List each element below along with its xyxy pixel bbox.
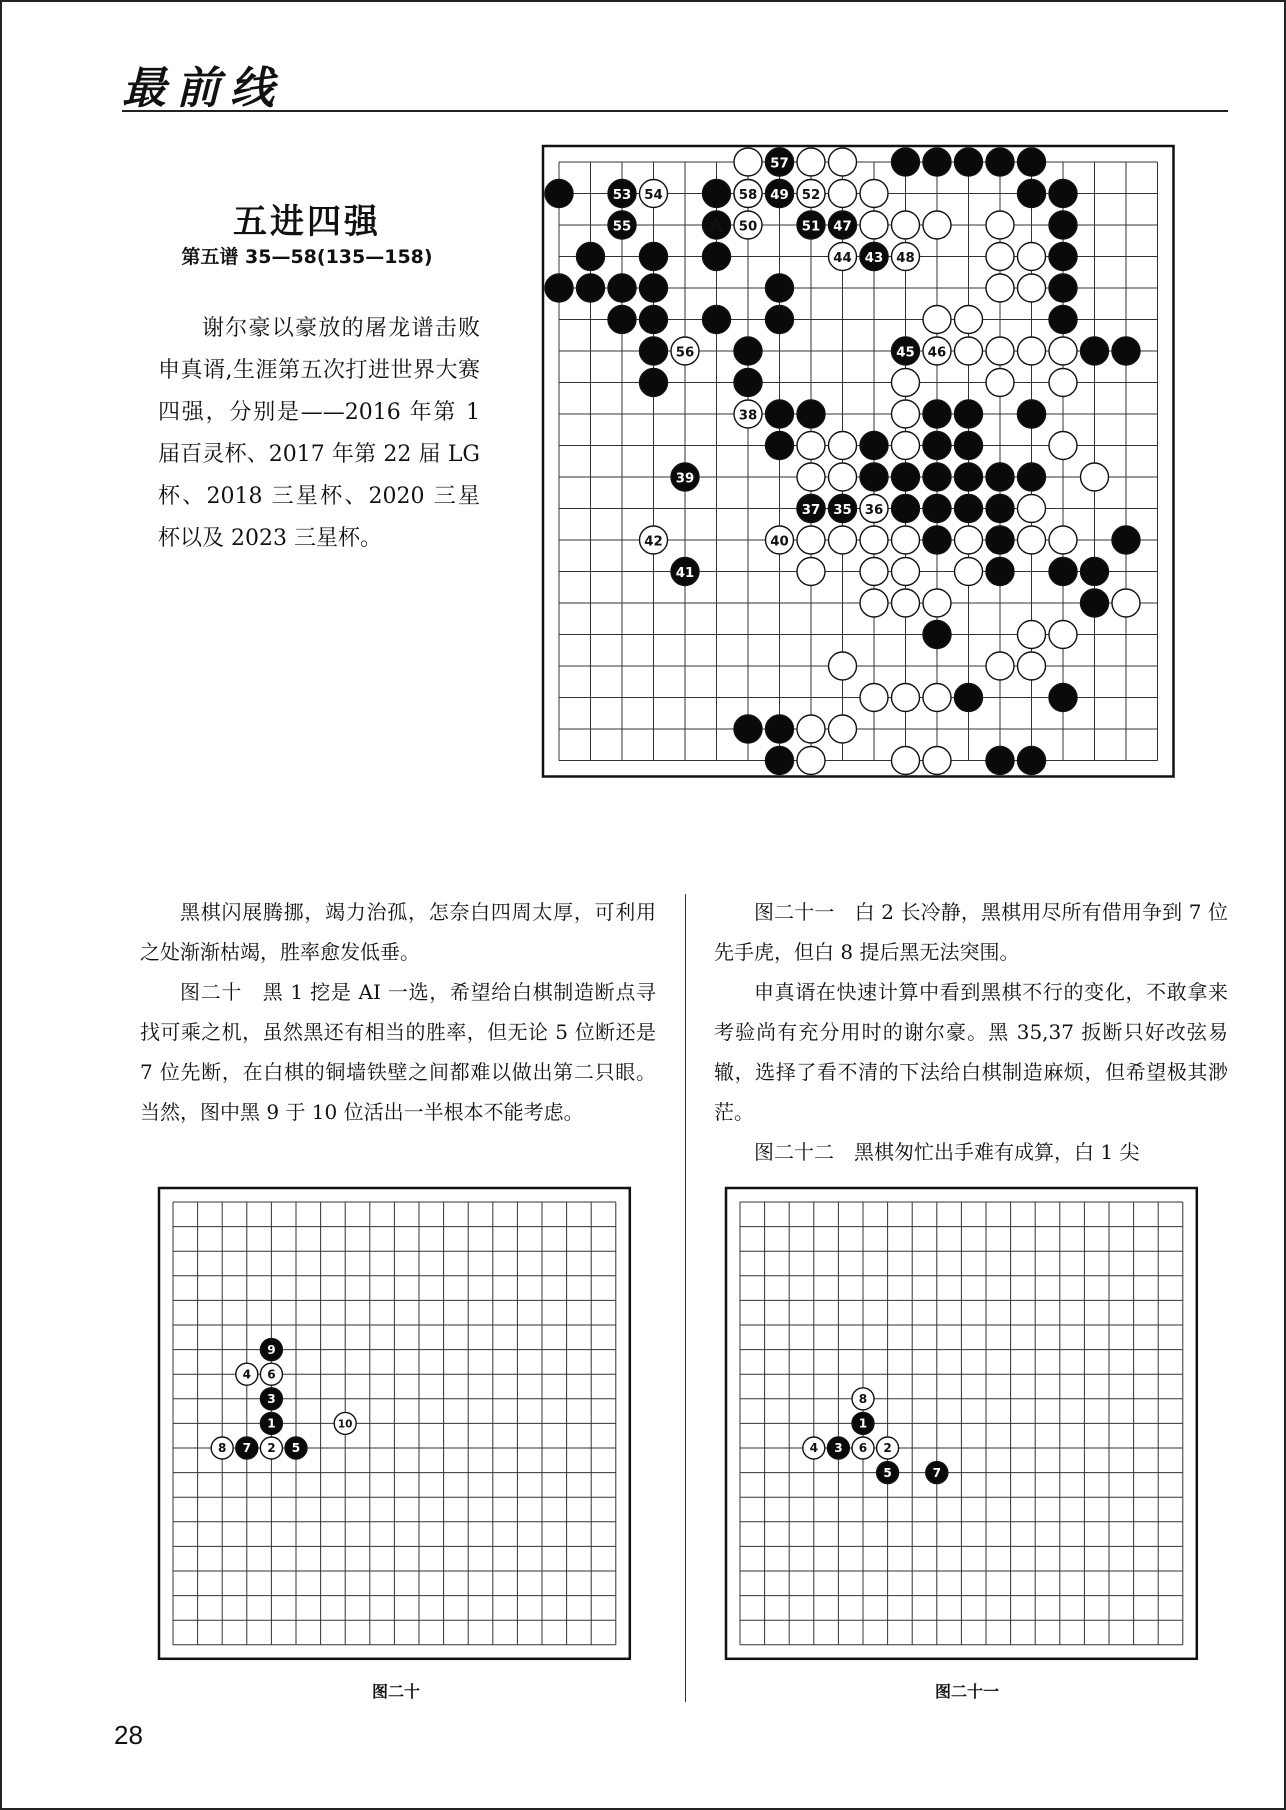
white-stone — [923, 684, 951, 712]
black-stone — [608, 180, 636, 208]
move-number: 50 — [738, 219, 758, 235]
black-stone — [1081, 558, 1109, 586]
white-stone — [797, 180, 825, 208]
white-stone — [734, 400, 762, 428]
black-stone — [671, 558, 699, 586]
white-stone — [766, 526, 794, 554]
move-number: 41 — [675, 565, 695, 581]
white-stone — [877, 1437, 899, 1459]
white-stone — [1018, 495, 1046, 523]
black-stone — [1112, 526, 1140, 554]
white-stone — [797, 558, 825, 586]
white-stone — [892, 526, 920, 554]
white-stone — [829, 652, 857, 680]
white-stone — [892, 243, 920, 271]
white-stone — [1049, 621, 1077, 649]
black-stone — [827, 1437, 849, 1459]
black-stone — [260, 1339, 282, 1361]
black-stone — [797, 211, 825, 239]
white-stone — [892, 400, 920, 428]
white-stone — [1018, 243, 1046, 271]
black-stone — [1112, 337, 1140, 365]
black-stone — [703, 306, 731, 334]
move-number: 5 — [883, 1465, 892, 1480]
white-stone — [923, 306, 951, 334]
black-stone — [955, 148, 983, 176]
move-number: 52 — [801, 187, 821, 203]
move-number: 37 — [801, 502, 821, 518]
move-number: 51 — [801, 219, 821, 235]
white-stone — [923, 589, 951, 617]
move-number: 1 — [858, 1416, 868, 1431]
move-number: 6 — [267, 1367, 276, 1382]
move-number: 1 — [267, 1416, 276, 1431]
white-stone — [923, 337, 951, 365]
white-stone — [260, 1437, 282, 1459]
black-stone — [1018, 148, 1046, 176]
board-frame — [543, 146, 1174, 777]
white-stone — [892, 432, 920, 460]
white-stone — [734, 211, 762, 239]
article-title: 五进四强 — [233, 202, 381, 242]
white-stone — [860, 180, 888, 208]
move-number: 4 — [809, 1441, 819, 1456]
black-stone — [852, 1412, 874, 1434]
magazine-header-title: 最前线 — [122, 63, 284, 114]
white-stone — [1018, 337, 1046, 365]
black-stone — [955, 463, 983, 491]
move-number: 42 — [644, 534, 663, 550]
white-stone — [986, 211, 1014, 239]
white-stone — [923, 747, 951, 775]
figure-20-caption: 图二十 — [371, 1682, 420, 1701]
move-number: 48 — [896, 250, 915, 266]
white-stone — [797, 463, 825, 491]
white-stone — [860, 589, 888, 617]
black-stone — [923, 463, 951, 491]
move-number: 2 — [267, 1441, 276, 1456]
move-number: 4 — [242, 1367, 252, 1382]
white-stone — [734, 148, 762, 176]
black-stone — [1018, 747, 1046, 775]
point-label-a: A — [709, 213, 724, 237]
black-stone — [986, 558, 1014, 586]
white-stone — [860, 495, 888, 523]
black-stone — [766, 274, 794, 302]
black-stone — [1049, 211, 1077, 239]
right-column-text — [714, 892, 1228, 1172]
move-number: 5 — [291, 1441, 301, 1456]
black-stone — [892, 337, 920, 365]
black-stone — [236, 1437, 258, 1459]
white-stone — [1049, 369, 1077, 397]
black-stone — [640, 337, 668, 365]
white-stone — [986, 652, 1014, 680]
white-stone — [1018, 274, 1046, 302]
black-stone — [766, 400, 794, 428]
black-stone — [986, 495, 1014, 523]
move-number: 49 — [770, 187, 789, 203]
white-stone — [955, 306, 983, 334]
move-number: 38 — [738, 408, 758, 424]
black-stone — [766, 306, 794, 334]
move-number: 8 — [217, 1441, 227, 1456]
white-stone — [829, 715, 857, 743]
black-stone — [986, 747, 1014, 775]
black-stone — [860, 432, 888, 460]
black-stone — [926, 1462, 948, 1484]
black-stone — [734, 337, 762, 365]
black-stone — [923, 432, 951, 460]
white-stone — [892, 684, 920, 712]
move-number: 35 — [833, 502, 852, 518]
move-number: 10 — [337, 1418, 353, 1431]
black-stone — [829, 495, 857, 523]
move-number: 53 — [612, 187, 632, 203]
black-stone — [545, 180, 573, 208]
move-number: 46 — [927, 345, 947, 361]
move-number: 54 — [644, 187, 663, 203]
white-stone — [955, 526, 983, 554]
left-column-text — [140, 892, 656, 1132]
move-number: 55 — [612, 219, 632, 235]
black-stone — [955, 400, 983, 428]
white-stone — [923, 211, 951, 239]
black-stone — [1018, 463, 1046, 491]
white-stone — [671, 337, 699, 365]
black-stone — [923, 495, 951, 523]
white-stone — [797, 747, 825, 775]
white-stone — [1018, 652, 1046, 680]
move-number: 58 — [738, 187, 758, 203]
black-stone — [955, 684, 983, 712]
move-number: 56 — [675, 345, 695, 361]
black-stone — [1049, 274, 1077, 302]
black-stone — [1018, 180, 1046, 208]
header-rule — [122, 110, 1228, 112]
white-stone — [860, 684, 888, 712]
white-stone — [1081, 463, 1109, 491]
left-paragraph: 黑棋闪展腾挪，竭力治孤，怎奈白四周太厚，可利用之处渐渐枯竭，胜率愈发低垂。 — [140, 900, 656, 964]
white-stone — [734, 180, 762, 208]
right-paragraph: 图二十一 白 2 长冷静，黑棋用尽所有借用争到 7 位先手虎，但白 8 提后黑无法突围。 — [714, 900, 1228, 964]
black-stone — [860, 243, 888, 271]
black-stone — [955, 495, 983, 523]
white-stone — [797, 715, 825, 743]
move-number: 44 — [833, 250, 852, 266]
figure-21-go-board — [720, 1182, 1210, 1662]
black-stone — [1049, 180, 1077, 208]
white-stone — [236, 1363, 258, 1385]
white-stone — [892, 558, 920, 586]
move-number: 39 — [675, 471, 695, 487]
black-stone — [1049, 558, 1077, 586]
move-number: 3 — [267, 1391, 276, 1406]
black-stone — [260, 1388, 282, 1410]
page-number: 28 — [114, 1720, 143, 1750]
move-number: 7 — [932, 1465, 942, 1480]
white-stone — [986, 243, 1014, 271]
black-stone — [671, 463, 699, 491]
move-number: 2 — [883, 1441, 892, 1456]
black-stone — [260, 1412, 282, 1434]
white-stone — [892, 369, 920, 397]
black-stone — [545, 274, 573, 302]
white-stone — [852, 1388, 874, 1410]
white-stone — [892, 211, 920, 239]
black-stone — [703, 243, 731, 271]
white-stone — [640, 180, 668, 208]
black-stone — [986, 463, 1014, 491]
black-stone — [1081, 337, 1109, 365]
black-stone — [892, 463, 920, 491]
black-stone — [734, 715, 762, 743]
left-paragraph: 图二十 黑 1 挖是 AI 一选，希望给白棋制造断点寻找可乘之机，虽然黑还有相当的胜率，但无论 5 位断还是 7 位先断，在白棋的铜墙铁壁之间都难以做出第二只眼。当然，图中黑 9 于 10 位活出一半根本不能考虑。 — [140, 980, 656, 1124]
black-stone — [703, 180, 731, 208]
white-stone — [986, 369, 1014, 397]
white-stone — [852, 1437, 874, 1459]
white-stone — [829, 526, 857, 554]
black-stone — [577, 274, 605, 302]
article-intro: 谢尔豪以豪放的屠龙谱击败申真谞,生涯第五次打进世界大赛四强，分别是——2016 年第 1 届百灵杯、2017 年第 22 届 LG 杯、2018 三星杯、2020 三星杯以及 2023 三星杯。 — [158, 316, 480, 551]
black-stone — [1081, 589, 1109, 617]
black-stone — [766, 180, 794, 208]
white-stone — [829, 243, 857, 271]
white-stone — [1049, 337, 1077, 365]
white-stone — [797, 148, 825, 176]
white-stone — [829, 148, 857, 176]
white-stone — [892, 589, 920, 617]
move-number: 3 — [834, 1441, 843, 1456]
black-stone — [608, 211, 636, 239]
black-stone — [860, 463, 888, 491]
black-stone — [766, 747, 794, 775]
black-stone — [955, 432, 983, 460]
black-stone — [877, 1462, 899, 1484]
black-stone — [608, 306, 636, 334]
white-stone — [955, 558, 983, 586]
move-number: 9 — [267, 1342, 276, 1357]
black-stone — [577, 243, 605, 271]
black-stone — [892, 148, 920, 176]
white-stone — [829, 432, 857, 460]
main-go-board — [539, 142, 1231, 808]
black-stone — [797, 495, 825, 523]
white-stone — [211, 1437, 233, 1459]
white-stone — [1018, 621, 1046, 649]
black-stone — [640, 274, 668, 302]
white-stone — [334, 1412, 356, 1434]
white-stone — [986, 274, 1014, 302]
black-stone — [766, 148, 794, 176]
white-stone — [803, 1437, 825, 1459]
white-stone — [860, 211, 888, 239]
black-stone — [608, 274, 636, 302]
black-stone — [640, 369, 668, 397]
black-stone — [829, 211, 857, 239]
black-stone — [797, 400, 825, 428]
column-divider — [685, 894, 686, 1702]
black-stone — [892, 495, 920, 523]
figure-20-go-board — [153, 1182, 643, 1662]
move-number: 57 — [770, 156, 789, 172]
article-subtitle: 第五谱 35—58(135—158) — [181, 246, 433, 268]
white-stone — [797, 432, 825, 460]
move-number: 36 — [864, 502, 884, 518]
black-stone — [923, 400, 951, 428]
white-stone — [797, 526, 825, 554]
move-number: 8 — [858, 1391, 868, 1406]
white-stone — [829, 463, 857, 491]
move-number: 40 — [770, 534, 789, 550]
black-stone — [766, 715, 794, 743]
white-stone — [1112, 589, 1140, 617]
black-stone — [986, 148, 1014, 176]
black-stone — [285, 1437, 307, 1459]
black-stone — [766, 432, 794, 460]
white-stone — [955, 337, 983, 365]
right-paragraph: 申真谞在快速计算中看到黑棋不行的变化，不敢拿来考验尚有充分用时的谢尔豪。黑 35,37 扳断只好改弦易辙，选择了看不清的下法给白棋制造麻烦，但希望极其渺茫。 — [714, 980, 1228, 1124]
white-stone — [892, 747, 920, 775]
white-stone — [1049, 432, 1077, 460]
white-stone — [260, 1363, 282, 1385]
black-stone — [640, 243, 668, 271]
move-number: 45 — [896, 345, 915, 361]
black-stone — [1018, 400, 1046, 428]
move-number: 43 — [864, 250, 884, 266]
black-stone — [1049, 684, 1077, 712]
white-stone — [1018, 526, 1046, 554]
white-stone — [829, 180, 857, 208]
black-stone — [1049, 306, 1077, 334]
black-stone — [923, 621, 951, 649]
black-stone — [734, 369, 762, 397]
white-stone — [860, 526, 888, 554]
black-stone — [640, 306, 668, 334]
black-stone — [923, 526, 951, 554]
black-stone — [986, 526, 1014, 554]
white-stone — [860, 558, 888, 586]
right-paragraph: 图二十二 黑棋匆忙出手难有成算，白 1 尖 — [754, 1140, 1140, 1164]
move-number: 6 — [858, 1441, 868, 1456]
white-stone — [1049, 526, 1077, 554]
white-stone — [986, 337, 1014, 365]
white-stone — [640, 526, 668, 554]
figure-21-caption: 图二十一 — [934, 1682, 999, 1701]
move-number: 7 — [242, 1441, 252, 1456]
black-stone — [1049, 243, 1077, 271]
black-stone — [923, 148, 951, 176]
move-number: 47 — [833, 219, 852, 235]
